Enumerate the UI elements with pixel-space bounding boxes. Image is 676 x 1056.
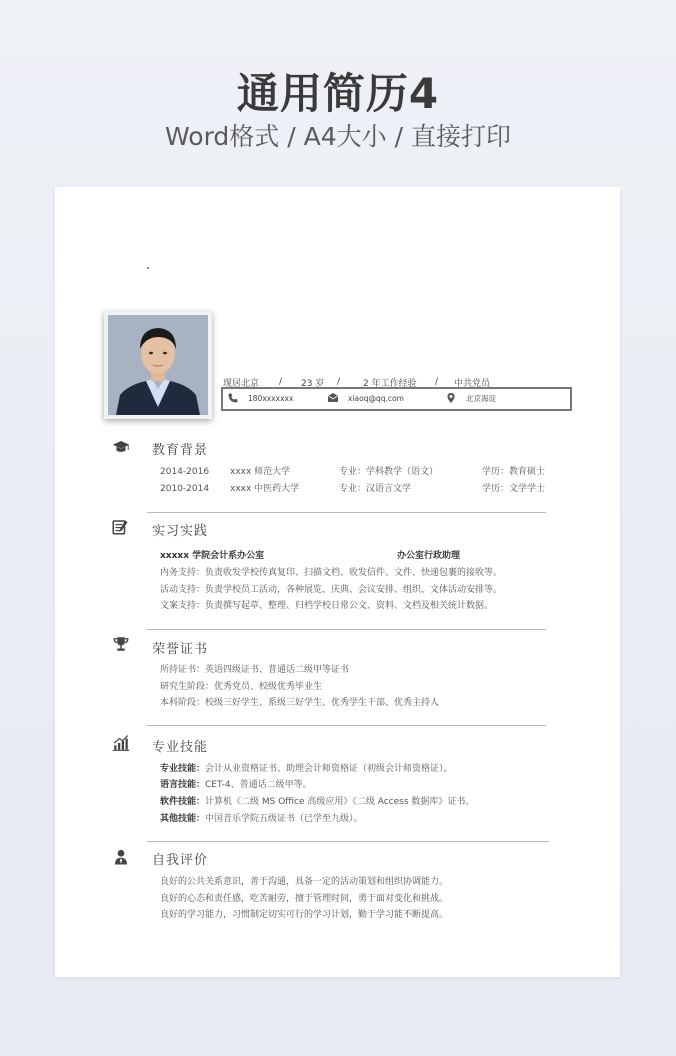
self-eval-line: 良好的心态和责任感，吃苦耐劳，擅于管理时间，勇于面对变化和挑战。: [160, 894, 449, 904]
separator: /: [435, 377, 439, 387]
experience-text: 2 年工作经验: [363, 378, 417, 389]
skill-label: 专业技能：: [160, 764, 206, 774]
address-text: 北京海淀: [466, 393, 496, 403]
phone-icon: [227, 392, 239, 404]
skill-text: 中国音乐学院五级证书（已学至九级）。: [205, 814, 363, 824]
skill-text: 会计从业资格证书、助理会计师资格证（初级会计师资格证）。: [205, 764, 453, 774]
person-icon: [112, 848, 130, 866]
section-divider: [147, 841, 549, 842]
email-contact: [327, 392, 404, 404]
page-title: 通用简历4: [236, 69, 440, 118]
edu-major: 专业：汉语言文学: [339, 484, 412, 494]
honor-line: 本科阶段：校级三好学生、系级三好学生、优秀学生干部、优秀主持人: [160, 698, 440, 708]
separator: /: [279, 377, 283, 387]
section-title-self-evaluation: 自我评价: [152, 853, 209, 868]
phone-text: 180xxxxxxx: [248, 393, 294, 403]
contact-box: [221, 387, 572, 411]
skill-row: [160, 796, 474, 808]
skill-row: [160, 779, 312, 791]
skill-label: 语言技能：: [160, 780, 206, 790]
intern-line: 文案支持：负责撰写起草、整理、归档学校日常公文、资料、文档及相关统计数据。: [160, 601, 494, 611]
section-divider: [147, 512, 546, 513]
trophy-icon: [112, 635, 130, 653]
edu-degree: 学历：教育硕士: [482, 467, 546, 477]
self-eval-line: 良好的学习能力，习惯制定切实可行的学习计划，勤于学习能不断提高。: [160, 910, 449, 920]
decorative-dot: [147, 267, 149, 269]
intern-organization: xxxxx 学院会计系办公室: [160, 551, 265, 561]
edu-school: xxxx 中医药大学: [230, 484, 300, 494]
section-title-honors: 荣誉证书: [152, 642, 209, 657]
email-text: xiaoq@qq.com: [348, 393, 404, 403]
resume-sheet: [55, 187, 620, 977]
honor-line: 研究生阶段：优秀党员、校级优秀毕业生: [160, 682, 323, 692]
graduation-cap-icon: [112, 438, 130, 456]
location-text: 现居北京: [223, 378, 260, 389]
honor-line: 所持证书：英语四级证书、普通话二级甲等证书: [160, 665, 350, 675]
skill-label: 软件技能：: [160, 797, 206, 807]
section-title-education: 教育背景: [152, 443, 209, 458]
page-subtitle: Word格式 / A4大小 / 直接打印: [165, 122, 511, 151]
portrait-image: [108, 315, 208, 415]
separator: /: [337, 377, 341, 387]
section-divider: [147, 725, 546, 726]
section-title-internship: 实习实践: [152, 524, 209, 539]
address-contact: [445, 392, 496, 404]
phone-contact: [227, 392, 293, 404]
skill-row: [160, 763, 453, 775]
intern-line: 活动支持：负责学校员工活动，各种展览、庆典、会议安排、组织、文体活动安排等。: [160, 585, 503, 595]
intern-role: 办公室行政助理: [397, 551, 461, 561]
edu-major: 专业：学科教学（语文）: [339, 467, 439, 477]
section-divider: [147, 629, 546, 630]
skill-row: [160, 813, 363, 825]
section-title-skills: 专业技能: [152, 740, 209, 755]
self-eval-line: 良好的公共关系意识，善于沟通，具备一定的活动策划和组织协调能力。: [160, 877, 449, 887]
skill-label: 其他技能：: [160, 814, 206, 824]
location-pin-icon: [445, 392, 457, 404]
edu-degree: 学历：文学学士: [482, 484, 546, 494]
age-text: 23 岁: [301, 378, 325, 389]
politics-text: 中共党员: [454, 378, 491, 389]
intern-line: 内务支持：负责收发学校传真复印、扫描文档、收发信件、文件、快递包裹的接收等。: [160, 568, 503, 578]
edu-school: xxxx 师范大学: [230, 467, 291, 477]
notebook-icon: [111, 518, 129, 536]
avatar: [104, 311, 212, 419]
bar-chart-icon: [112, 734, 130, 752]
edu-period: 2010-2014: [160, 484, 210, 494]
skill-text: CET-4、普通话二级甲等。: [205, 780, 312, 790]
skill-text: 计算机《二级 MS Office 高级应用》《二级 Access 数据库》证书。: [205, 797, 475, 807]
edu-period: 2014-2016: [160, 467, 210, 477]
mail-icon: [327, 392, 339, 404]
